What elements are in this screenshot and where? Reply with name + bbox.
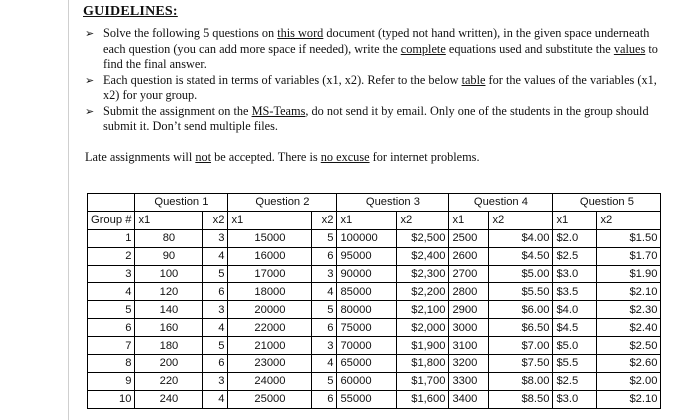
q4-x2-cell: $6.00 bbox=[489, 301, 553, 319]
table-row bbox=[88, 265, 661, 283]
q2-x1-cell: 21000 bbox=[228, 337, 312, 355]
guidelines-list bbox=[83, 26, 673, 135]
group-number-cell: 9 bbox=[88, 372, 135, 390]
q1-x1-cell: 100 bbox=[135, 265, 203, 283]
x2-header: x2 bbox=[489, 211, 553, 229]
guideline-item bbox=[83, 26, 673, 73]
guideline-text: equations used and substitute the bbox=[445, 41, 614, 56]
q5-x1-cell: $2.5 bbox=[553, 247, 597, 265]
x1-header: x1 bbox=[449, 211, 489, 229]
question-header: Question 1 bbox=[135, 194, 228, 212]
x2-header: x2 bbox=[203, 211, 228, 229]
note-text: be accepted. There is bbox=[211, 150, 321, 164]
q5-x2-cell: $2.00 bbox=[597, 372, 661, 390]
q2-x2-cell: 5 bbox=[312, 372, 337, 390]
guideline-item bbox=[83, 104, 673, 135]
note-text: Late assignments will bbox=[85, 150, 196, 164]
q4-x2-cell: $4.00 bbox=[489, 229, 553, 247]
q3-x1-cell: 60000 bbox=[337, 372, 397, 390]
table-row bbox=[88, 283, 661, 301]
q3-x1-cell: 90000 bbox=[337, 265, 397, 283]
table-body bbox=[88, 229, 661, 408]
q2-x2-cell: 5 bbox=[312, 229, 337, 247]
q4-x2-cell: $6.50 bbox=[489, 319, 553, 337]
guideline-underlined-text: values bbox=[613, 41, 646, 56]
q3-x2-cell: $1,800 bbox=[397, 355, 449, 373]
q4-x1-cell: 3400 bbox=[449, 390, 489, 408]
q4-x2-cell: $5.00 bbox=[489, 265, 553, 283]
q4-x1-cell: 2800 bbox=[449, 283, 489, 301]
q1-x2-cell: 3 bbox=[203, 372, 228, 390]
q2-x2-cell: 6 bbox=[312, 319, 337, 337]
q5-x2-cell: $2.50 bbox=[597, 337, 661, 355]
question-header: Question 5 bbox=[553, 194, 661, 212]
q5-x1-cell: $3.0 bbox=[553, 390, 597, 408]
table-row bbox=[88, 247, 661, 265]
q3-x2-cell: $2,500 bbox=[397, 229, 449, 247]
q5-x2-cell: $2.60 bbox=[597, 355, 661, 373]
q2-x1-cell: 25000 bbox=[228, 390, 312, 408]
q1-x2-cell: 5 bbox=[203, 337, 228, 355]
q5-x1-cell: $3.5 bbox=[553, 283, 597, 301]
q3-x1-cell: 70000 bbox=[337, 337, 397, 355]
q4-x1-cell: 2500 bbox=[449, 229, 489, 247]
question-header-row bbox=[88, 194, 661, 212]
q5-x2-cell: $1.90 bbox=[597, 265, 661, 283]
q4-x2-cell: $8.00 bbox=[489, 372, 553, 390]
x2-header: x2 bbox=[312, 211, 337, 229]
q4-x2-cell: $4.50 bbox=[489, 247, 553, 265]
guideline-text: document (typed not hand written), in the given space underneath each question (you can add more space if needed), write the bbox=[103, 26, 650, 56]
q4-x2-cell: $7.00 bbox=[489, 337, 553, 355]
group-number-cell: 5 bbox=[88, 301, 135, 319]
x1-header: x1 bbox=[337, 211, 397, 229]
late-policy-note bbox=[85, 150, 480, 165]
q3-x1-cell: 75000 bbox=[337, 319, 397, 337]
arrow-bullet-icon: ➢ bbox=[85, 104, 95, 118]
q1-x1-cell: 160 bbox=[135, 319, 203, 337]
x1-header: x1 bbox=[228, 211, 312, 229]
guideline-item bbox=[83, 73, 673, 104]
q1-x1-cell: 120 bbox=[135, 283, 203, 301]
q4-x1-cell: 2900 bbox=[449, 301, 489, 319]
q1-x2-cell: 4 bbox=[203, 319, 228, 337]
q2-x2-cell: 3 bbox=[312, 265, 337, 283]
q4-x2-cell: $8.50 bbox=[489, 390, 553, 408]
q2-x1-cell: 17000 bbox=[228, 265, 312, 283]
q3-x2-cell: $2,100 bbox=[397, 301, 449, 319]
x2-header: x2 bbox=[597, 211, 661, 229]
q5-x1-cell: $4.5 bbox=[553, 319, 597, 337]
guideline-text: to find the final answer. bbox=[103, 41, 658, 71]
q1-x2-cell: 4 bbox=[203, 247, 228, 265]
q5-x2-cell: $2.30 bbox=[597, 301, 661, 319]
q3-x2-cell: $2,300 bbox=[397, 265, 449, 283]
group-values-table bbox=[87, 193, 661, 409]
table-row bbox=[88, 301, 661, 319]
q3-x2-cell: $1,600 bbox=[397, 390, 449, 408]
guideline-text: Solve the following 5 questions on bbox=[103, 26, 278, 40]
note-text: for internet problems. bbox=[369, 150, 480, 164]
q3-x1-cell: 55000 bbox=[337, 390, 397, 408]
x2-header: x2 bbox=[397, 211, 449, 229]
q3-x1-cell: 85000 bbox=[337, 283, 397, 301]
table-row bbox=[88, 390, 661, 408]
guideline-underlined-text: table bbox=[461, 72, 486, 87]
q5-x2-cell: $2.10 bbox=[597, 390, 661, 408]
group-header: Group # bbox=[88, 211, 135, 229]
table-row bbox=[88, 355, 661, 373]
question-header: Question 3 bbox=[337, 194, 449, 212]
q2-x1-cell: 22000 bbox=[228, 319, 312, 337]
guidelines-title: GUIDELINES: bbox=[83, 4, 178, 19]
note-underlined-text: no excuse bbox=[320, 150, 370, 164]
q4-x1-cell: 3200 bbox=[449, 355, 489, 373]
q5-x1-cell: $2.0 bbox=[553, 229, 597, 247]
q1-x2-cell: 3 bbox=[203, 301, 228, 319]
q3-x1-cell: 80000 bbox=[337, 301, 397, 319]
q5-x1-cell: $3.0 bbox=[553, 265, 597, 283]
q1-x1-cell: 140 bbox=[135, 301, 203, 319]
x1-header: x1 bbox=[553, 211, 597, 229]
q4-x1-cell: 3300 bbox=[449, 372, 489, 390]
guideline-text: Each question is stated in terms of variables (x1, x2). Refer to the below bbox=[103, 72, 462, 87]
group-number-cell: 2 bbox=[88, 247, 135, 265]
q5-x1-cell: $5.0 bbox=[553, 337, 597, 355]
q4-x1-cell: 2600 bbox=[449, 247, 489, 265]
group-number-cell: 3 bbox=[88, 265, 135, 283]
question-header: Question 4 bbox=[449, 194, 553, 212]
q3-x2-cell: $2,000 bbox=[397, 319, 449, 337]
q4-x2-cell: $5.50 bbox=[489, 283, 553, 301]
q1-x2-cell: 5 bbox=[203, 265, 228, 283]
group-number-cell: 10 bbox=[88, 390, 135, 408]
q3-x2-cell: $1,700 bbox=[397, 372, 449, 390]
guideline-underlined-text: this word bbox=[277, 26, 324, 40]
variable-header-row bbox=[88, 211, 661, 229]
empty-header-cell bbox=[88, 194, 135, 212]
table-row bbox=[88, 337, 661, 355]
guideline-underlined-text: complete bbox=[400, 41, 446, 56]
q4-x1-cell: 3000 bbox=[449, 319, 489, 337]
q1-x1-cell: 240 bbox=[135, 390, 203, 408]
table-row bbox=[88, 229, 661, 247]
q2-x1-cell: 15000 bbox=[228, 229, 312, 247]
document-page bbox=[68, 0, 700, 420]
q5-x2-cell: $1.50 bbox=[597, 229, 661, 247]
q2-x2-cell: 6 bbox=[312, 247, 337, 265]
q5-x1-cell: $5.5 bbox=[553, 355, 597, 373]
q3-x1-cell: 100000 bbox=[337, 229, 397, 247]
q1-x2-cell: 6 bbox=[203, 283, 228, 301]
q2-x1-cell: 23000 bbox=[228, 355, 312, 373]
q3-x2-cell: $2,200 bbox=[397, 283, 449, 301]
q3-x2-cell: $2,400 bbox=[397, 247, 449, 265]
q2-x2-cell: 3 bbox=[312, 337, 337, 355]
q1-x2-cell: 6 bbox=[203, 355, 228, 373]
q5-x1-cell: $2.5 bbox=[553, 372, 597, 390]
q1-x1-cell: 220 bbox=[135, 372, 203, 390]
q5-x2-cell: $1.70 bbox=[597, 247, 661, 265]
q1-x2-cell: 4 bbox=[203, 390, 228, 408]
question-header: Question 2 bbox=[228, 194, 337, 212]
table-row bbox=[88, 372, 661, 390]
q3-x2-cell: $1,900 bbox=[397, 337, 449, 355]
q1-x1-cell: 80 bbox=[135, 229, 203, 247]
q2-x1-cell: 24000 bbox=[228, 372, 312, 390]
q3-x1-cell: 65000 bbox=[337, 355, 397, 373]
q1-x1-cell: 180 bbox=[135, 337, 203, 355]
q5-x2-cell: $2.40 bbox=[597, 319, 661, 337]
guideline-text: , do not send it by email. Only one of the students in the group should submit it. Don’t send multiple files. bbox=[103, 103, 649, 133]
q2-x2-cell: 4 bbox=[312, 283, 337, 301]
group-number-cell: 4 bbox=[88, 283, 135, 301]
guideline-text: for the values of the variables (x1, x2) for your group. bbox=[103, 72, 657, 102]
group-number-cell: 1 bbox=[88, 229, 135, 247]
q4-x2-cell: $7.50 bbox=[489, 355, 553, 373]
arrow-bullet-icon: ➢ bbox=[85, 73, 95, 87]
x1-header: x1 bbox=[135, 211, 203, 229]
group-number-cell: 8 bbox=[88, 355, 135, 373]
q2-x2-cell: 5 bbox=[312, 301, 337, 319]
q2-x1-cell: 20000 bbox=[228, 301, 312, 319]
q3-x1-cell: 95000 bbox=[337, 247, 397, 265]
q2-x1-cell: 18000 bbox=[228, 283, 312, 301]
q2-x1-cell: 16000 bbox=[228, 247, 312, 265]
guideline-underlined-text: MS-Teams bbox=[251, 103, 306, 118]
table-row bbox=[88, 319, 661, 337]
q1-x1-cell: 90 bbox=[135, 247, 203, 265]
q4-x1-cell: 3100 bbox=[449, 337, 489, 355]
q4-x1-cell: 2700 bbox=[449, 265, 489, 283]
q5-x1-cell: $4.0 bbox=[553, 301, 597, 319]
q1-x2-cell: 3 bbox=[203, 229, 228, 247]
q2-x2-cell: 4 bbox=[312, 355, 337, 373]
group-number-cell: 7 bbox=[88, 337, 135, 355]
group-number-cell: 6 bbox=[88, 319, 135, 337]
arrow-bullet-icon: ➢ bbox=[85, 27, 95, 40]
q5-x2-cell: $2.10 bbox=[597, 283, 661, 301]
q1-x1-cell: 200 bbox=[135, 355, 203, 373]
guideline-text: Submit the assignment on the bbox=[103, 103, 252, 118]
q2-x2-cell: 6 bbox=[312, 390, 337, 408]
note-underlined-text: not bbox=[195, 150, 212, 164]
